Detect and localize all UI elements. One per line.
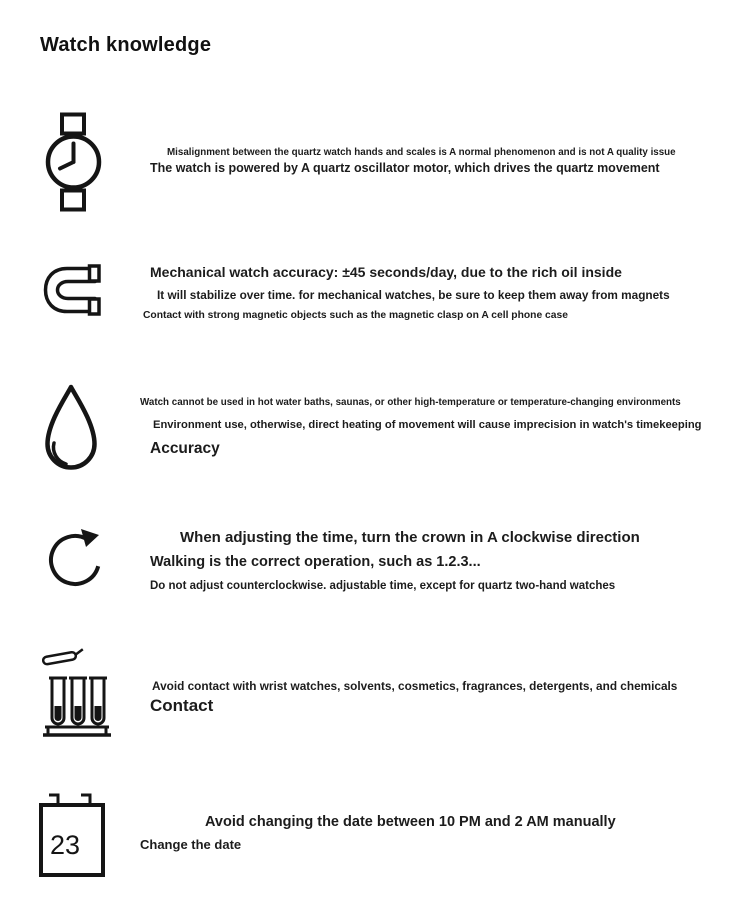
section-heading: Accuracy xyxy=(150,440,220,457)
clockwise-arrow-icon xyxy=(45,525,105,590)
magnet-icon xyxy=(42,264,102,316)
section-text: It will stabilize over time. for mechanical watches, be sure to keep them away from magnets xyxy=(157,288,670,302)
wristwatch-icon xyxy=(45,112,102,212)
section-text: Avoid changing the date between 10 PM and 2 AM manually xyxy=(205,814,616,830)
section-text: Avoid contact with wrist watches, solvents, cosmetics, fragrances, detergents, and chemicals xyxy=(152,679,678,693)
page-title: Watch knowledge xyxy=(40,34,212,56)
calendar-day-number: 23 xyxy=(50,830,81,860)
section-text: Watch cannot be used in hot water baths, saunas, or other high-temperature or temperature-changing environments xyxy=(140,397,681,408)
section-text: Do not adjust counterclockwise. adjustable time, except for quartz two-hand watches xyxy=(150,580,616,592)
section-text: Mechanical watch accuracy: ±45 seconds/day, due to the rich oil inside xyxy=(150,264,622,280)
section-text: Misalignment between the quartz watch hands and scales is A normal phenomenon and is not A quality issue xyxy=(167,147,676,158)
section-text: Environment use, otherwise, direct heating of movement will cause imprecision in watch's timekeeping xyxy=(153,419,702,431)
section-text: When adjusting the time, turn the crown in A clockwise direction xyxy=(180,529,640,546)
section-heading: Contact xyxy=(150,696,214,715)
section-text: Change the date xyxy=(140,837,242,852)
water-drop-icon xyxy=(40,383,102,478)
test-tubes-icon xyxy=(42,645,112,741)
calendar-icon xyxy=(38,790,106,879)
section-text: Walking is the correct operation, such as 1.2.3... xyxy=(150,554,481,570)
section-text: Contact with strong magnetic objects such as the magnetic clasp on A cell phone case xyxy=(143,310,568,321)
section-text: The watch is powered by A quartz oscillator motor, which drives the quartz movement xyxy=(150,161,660,175)
